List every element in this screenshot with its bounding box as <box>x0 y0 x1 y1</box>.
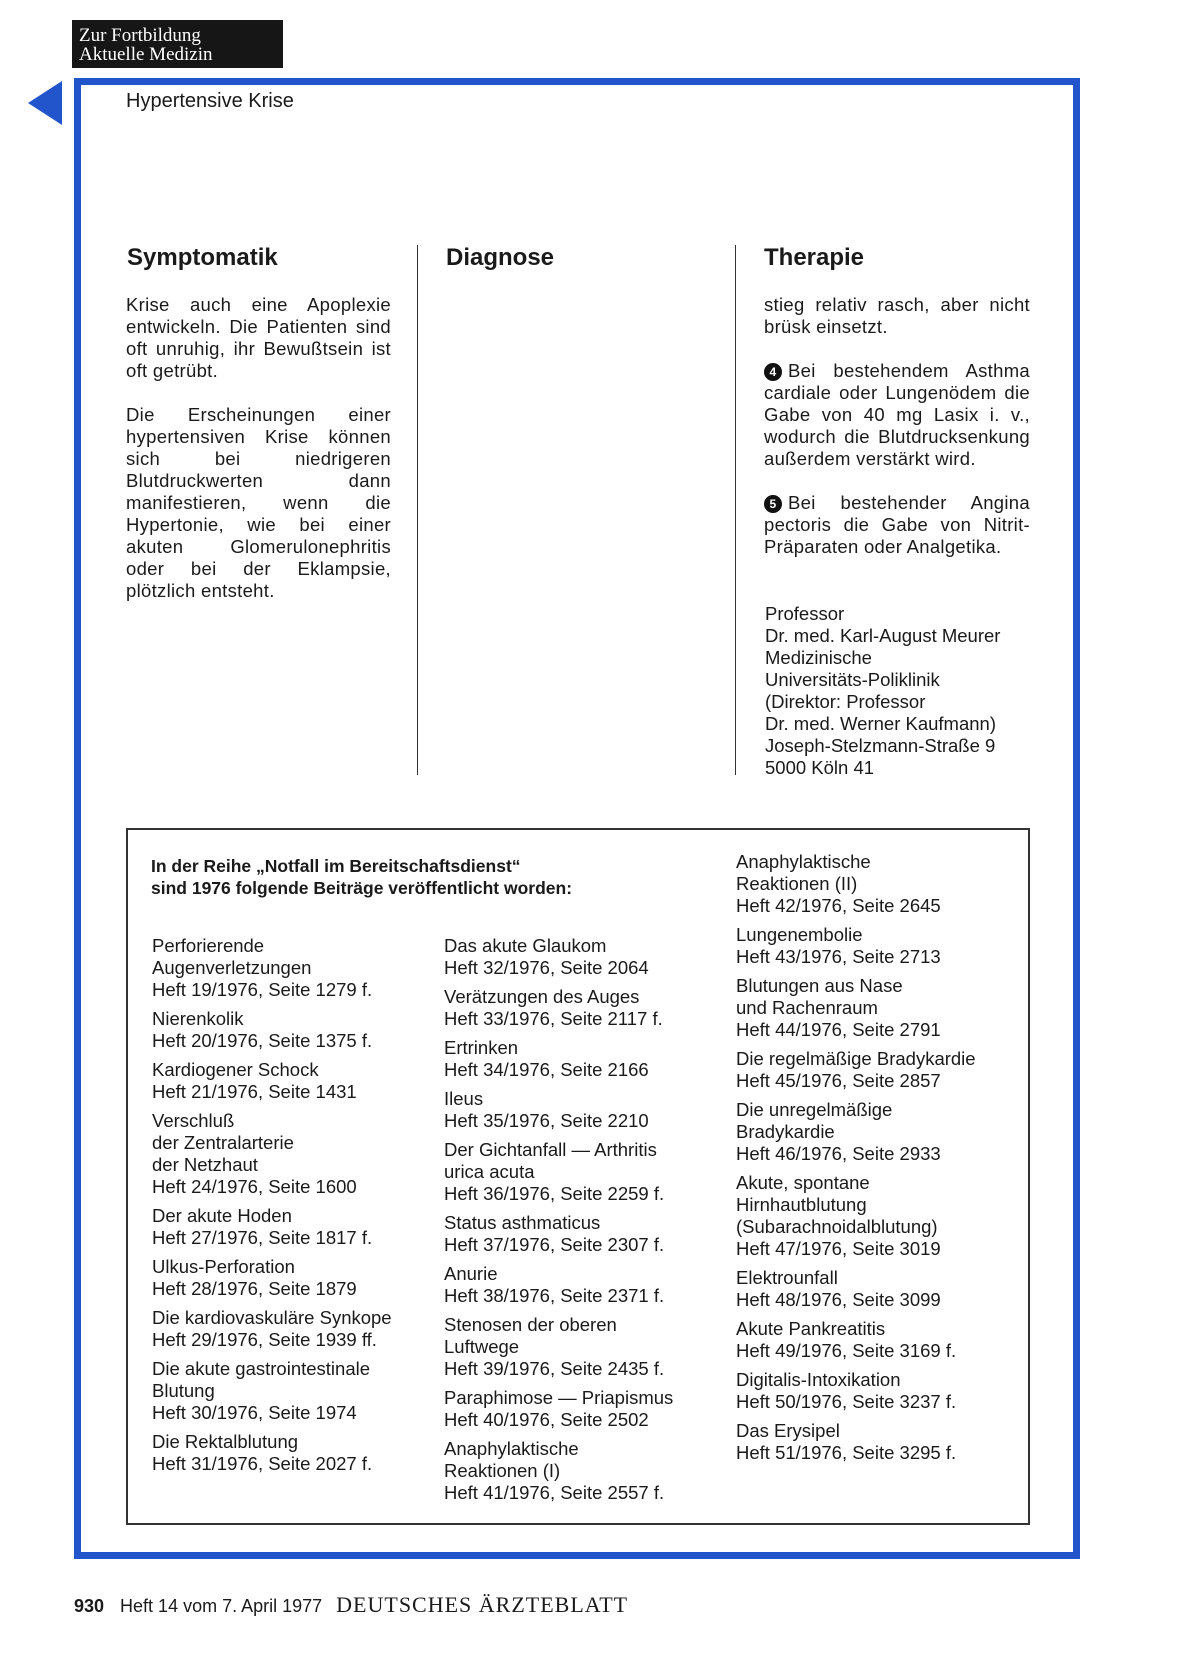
series-entry <box>152 1008 392 1052</box>
series-intro-line-1: In der Reihe „Notfall im Bereitschaftsdienst“ <box>151 856 521 876</box>
series-entry <box>736 1318 976 1362</box>
series-entry-reference: Heft 33/1976, Seite 2117 f. <box>444 1008 663 1029</box>
series-entry-reference: Heft 45/1976, Seite 2857 <box>736 1070 941 1091</box>
address-line: Medizinische <box>765 647 872 668</box>
series-entry-title: Bradykardie <box>736 1121 835 1142</box>
series-entry <box>736 1369 976 1413</box>
series-entry <box>444 986 673 1030</box>
series-entry <box>736 1099 976 1165</box>
series-entry-title: Anaphylaktische <box>736 851 871 872</box>
series-entry-reference: Heft 32/1976, Seite 2064 <box>444 957 649 978</box>
series-entry <box>152 1110 392 1198</box>
series-entry <box>444 1139 673 1205</box>
address-line: 5000 Köln 41 <box>765 757 875 778</box>
series-entry-title: Lungenembolie <box>736 924 863 945</box>
series-list-column-1 <box>152 935 392 1482</box>
series-entry-title: Verätzungen des Auges <box>444 986 640 1007</box>
series-entry <box>444 1314 673 1380</box>
column-divider-2 <box>735 245 736 775</box>
address-line: Dr. med. Karl-August Meurer <box>765 625 1001 646</box>
series-entry-title: Perforierende <box>152 935 265 956</box>
series-entry-reference: Heft 19/1976, Seite 1279 f. <box>152 979 373 1000</box>
series-entry <box>736 924 976 968</box>
therapie-item-5-text: Bei bestehender Angina pectoris die Gabe von Nitrit-Präparaten oder Analgetika. <box>764 492 1030 557</box>
series-entry <box>444 1088 673 1132</box>
series-entry <box>444 1037 673 1081</box>
series-entry <box>152 1059 392 1103</box>
series-entry <box>444 1263 673 1307</box>
series-entry-title: Anaphylaktische <box>444 1438 579 1459</box>
series-entry-reference: Heft 29/1976, Seite 1939 ff. <box>152 1329 377 1350</box>
series-entry-reference: Heft 46/1976, Seite 2933 <box>736 1143 941 1164</box>
series-entry <box>736 1267 976 1311</box>
series-entry-reference: Heft 51/1976, Seite 3295 f. <box>736 1442 957 1463</box>
series-entry <box>152 1256 392 1300</box>
series-entry-title: Reaktionen (I) <box>444 1460 561 1481</box>
address-line: Professor <box>765 603 845 624</box>
series-entry <box>444 1438 673 1504</box>
series-entry-title: Akute Pankreatitis <box>736 1318 886 1339</box>
therapie-item-4-text: Bei bestehendem Asthma cardiale oder Lungenödem die Gabe von 40 mg Lasix i. v., wodurch die Blutdrucksenkung außerdem verstärkt wird. <box>764 360 1030 469</box>
page-number: 930 <box>74 1596 105 1616</box>
series-entry <box>152 1358 392 1424</box>
series-entry-title: und Rachenraum <box>736 997 878 1018</box>
series-entry-title: Die Rektalblutung <box>152 1431 299 1452</box>
series-entry-reference: Heft 47/1976, Seite 3019 <box>736 1238 941 1259</box>
series-entry <box>736 1048 976 1092</box>
series-list-column-3 <box>736 851 976 1471</box>
series-entry <box>152 1431 392 1475</box>
series-entry-title: Hirnhautblutung <box>736 1194 867 1215</box>
series-entry <box>444 1212 673 1256</box>
series-entry-title: Luftwege <box>444 1336 520 1357</box>
series-entry-reference: Heft 41/1976, Seite 2557 f. <box>444 1482 665 1503</box>
page-footer <box>74 1592 628 1618</box>
series-entry-title: Akute, spontane <box>736 1172 870 1193</box>
therapie-heading: Therapie <box>764 244 865 271</box>
series-entry-title: Das Erysipel <box>736 1420 840 1441</box>
diagnose-heading: Diagnose <box>446 244 555 271</box>
series-entry <box>444 935 673 979</box>
series-entry-title: Die regelmäßige Bradykardie <box>736 1048 976 1069</box>
series-entry-reference: Heft 43/1976, Seite 2713 <box>736 946 941 967</box>
series-intro-line-2: sind 1976 folgende Beiträge veröffentlicht worden: <box>151 878 573 898</box>
series-entry-title: Das akute Glaukom <box>444 935 607 956</box>
series-entry-title: der Netzhaut <box>152 1154 258 1175</box>
therapie-item-5 <box>764 492 1030 558</box>
series-entry-reference: Heft 30/1976, Seite 1974 <box>152 1402 357 1423</box>
address-line: Dr. med. Werner Kaufmann) <box>765 713 996 734</box>
series-entry-reference: Heft 35/1976, Seite 2210 <box>444 1110 649 1131</box>
symptomatik-paragraph-2: Die Erscheinungen einer hypertensiven Krise können sich bei niedrigeren Blutdruckwerten dann manifestieren, wenn die Hypertonie, wie bei einer akuten Glomerulonephritis oder bei der Eklampsie, plötzlich entsteht. <box>126 404 391 601</box>
series-entry-title: Die unregelmäßige <box>736 1099 893 1120</box>
series-entry-reference: Heft 21/1976, Seite 1431 <box>152 1081 357 1102</box>
series-entry-reference: Heft 49/1976, Seite 3169 f. <box>736 1340 957 1361</box>
symptomatik-text <box>126 294 391 624</box>
series-entry-title: Elektrounfall <box>736 1267 838 1288</box>
series-entry <box>152 1205 392 1249</box>
series-entry-reference: Heft 37/1976, Seite 2307 f. <box>444 1234 665 1255</box>
series-entry-title: der Zentralarterie <box>152 1132 294 1153</box>
series-entry <box>152 935 392 1001</box>
therapie-paragraph-1: stieg relativ rasch, aber nicht brüsk einsetzt. <box>764 294 1030 337</box>
series-entry-title: Augenverletzungen <box>152 957 312 978</box>
series-entry-title: (Subarachnoidalblutung) <box>736 1216 938 1237</box>
therapie-item-4 <box>764 360 1030 470</box>
series-entry-reference: Heft 39/1976, Seite 2435 f. <box>444 1358 665 1379</box>
series-list-column-2 <box>444 935 673 1511</box>
series-entry-title: Paraphimose — Priapismus <box>444 1387 674 1408</box>
series-entry-reference: Heft 24/1976, Seite 1600 <box>152 1176 357 1197</box>
series-entry <box>736 1172 976 1260</box>
series-entry <box>444 1387 673 1431</box>
address-line: Joseph-Stelzmann-Straße 9 <box>765 735 996 756</box>
series-entry-title: Kardiogener Schock <box>152 1059 319 1080</box>
series-entry-title: Ertrinken <box>444 1037 519 1058</box>
symptomatik-heading: Symptomatik <box>127 244 278 271</box>
author-address <box>765 603 1000 779</box>
series-entry-title: Die akute gastrointestinale <box>152 1358 371 1379</box>
series-entry-reference: Heft 20/1976, Seite 1375 f. <box>152 1030 373 1051</box>
journal-name: DEUTSCHES ÄRZTEBLATT <box>336 1592 629 1617</box>
symptomatik-paragraph-1: Krise auch eine Apoplexie entwickeln. Die Patienten sind oft unruhig, ihr Bewußtsein ist oft getrübt. <box>126 294 391 381</box>
series-entry-title: Blutung <box>152 1380 215 1401</box>
series-entry-title: Der akute Hoden <box>152 1205 292 1226</box>
left-arrow-icon <box>28 81 62 125</box>
series-entry-reference: Heft 44/1976, Seite 2791 <box>736 1019 941 1040</box>
issue-info: Heft 14 vom 7. April 1977 <box>120 1596 323 1616</box>
address-line: (Direktor: Professor <box>765 691 926 712</box>
section-title: Hypertensive Krise <box>126 90 294 112</box>
header-line-1: Zur Fortbildung <box>79 25 201 46</box>
series-entry <box>736 851 976 917</box>
series-entry-reference: Heft 40/1976, Seite 2502 <box>444 1409 649 1430</box>
series-entry-title: Anurie <box>444 1263 498 1284</box>
series-entry-title: Ulkus-Perforation <box>152 1256 295 1277</box>
series-entry-reference: Heft 31/1976, Seite 2027 f. <box>152 1453 373 1474</box>
series-entry-reference: Heft 27/1976, Seite 1817 f. <box>152 1227 373 1248</box>
column-divider-1 <box>417 245 418 775</box>
series-entry-title: urica acuta <box>444 1161 535 1182</box>
therapie-text <box>764 294 1030 580</box>
series-entry-title: Die kardiovaskuläre Synkope <box>152 1307 392 1328</box>
series-entry-title: Ileus <box>444 1088 484 1109</box>
series-entry-title: Der Gichtanfall — Arthritis <box>444 1139 657 1160</box>
section-header-label <box>72 20 283 68</box>
series-entry-reference: Heft 34/1976, Seite 2166 <box>444 1059 649 1080</box>
address-line: Universitäts-Poliklinik <box>765 669 940 690</box>
series-entry-title: Verschluß <box>152 1110 235 1131</box>
series-entry-reference: Heft 28/1976, Seite 1879 <box>152 1278 357 1299</box>
series-entry <box>152 1307 392 1351</box>
series-entry-title: Digitalis-Intoxikation <box>736 1369 901 1390</box>
series-intro <box>151 855 572 899</box>
series-entry-reference: Heft 36/1976, Seite 2259 f. <box>444 1183 665 1204</box>
series-entry-title: Reaktionen (II) <box>736 873 858 894</box>
series-entry-title: Stenosen der oberen <box>444 1314 617 1335</box>
number-4-icon: 4 <box>764 363 782 381</box>
series-entry <box>736 975 976 1041</box>
series-entry-reference: Heft 50/1976, Seite 3237 f. <box>736 1391 957 1412</box>
header-line-2: Aktuelle Medizin <box>79 44 213 65</box>
series-entry-title: Nierenkolik <box>152 1008 244 1029</box>
series-entry <box>736 1420 976 1464</box>
series-entry-title: Blutungen aus Nase <box>736 975 903 996</box>
series-entry-reference: Heft 48/1976, Seite 3099 <box>736 1289 941 1310</box>
number-5-icon: 5 <box>764 495 782 513</box>
series-entry-title: Status asthmaticus <box>444 1212 601 1233</box>
series-entry-reference: Heft 42/1976, Seite 2645 <box>736 895 941 916</box>
series-entry-reference: Heft 38/1976, Seite 2371 f. <box>444 1285 665 1306</box>
